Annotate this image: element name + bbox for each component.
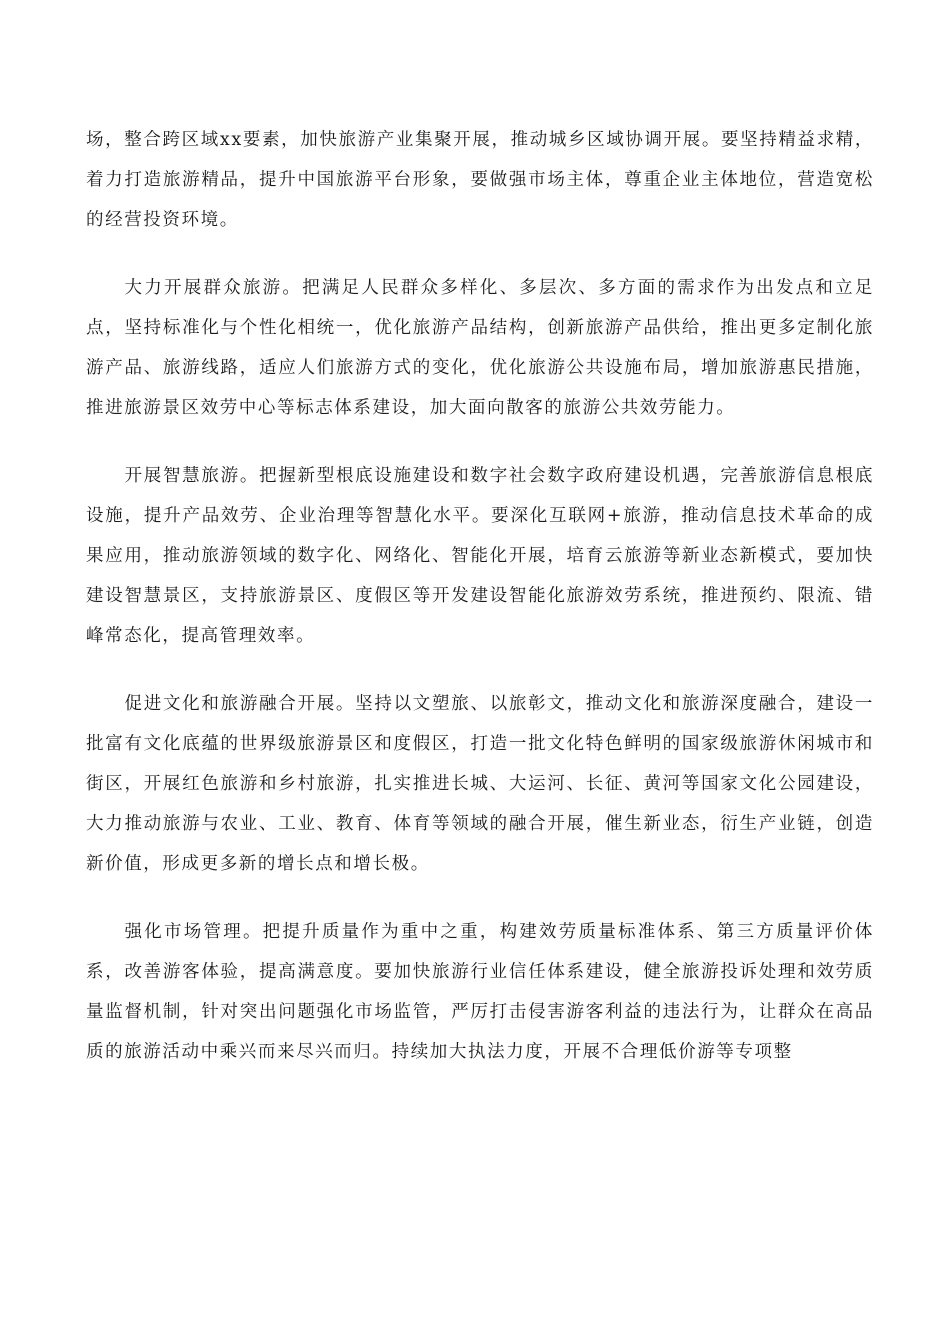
paragraph-market-management: 强化市场管理。把提升质量作为重中之重，构建效劳质量标准体系、第三方质量评价体系，改善游客体验，提高满意度。要加快旅游行业信任体系建设，健全旅游投诉处理和效劳质量监督机制，针对突出问题强化市场监管，严厉打击侵害游客利益的违法行为，让群众在高品质的旅游活动中乘兴而来尽兴而归。持续加大执法力度，开展不合理低价游等专项整 <box>86 922 874 1062</box>
paragraph-mass-tourism: 大力开展群众旅游。把满足人民群众多样化、多层次、多方面的需求作为出发点和立足点，坚持标准化与个性化相统一，优化旅游产品结构，创新旅游产品供给，推出更多定制化旅游产品、旅游线路，适应人们旅游方式的变化，优化旅游公共设施布局，增加旅游惠民措施，推进旅游景区效劳中心等标志体系建设，加大面向散客的旅游公共效劳能力。 <box>86 278 874 418</box>
paragraph-continuation: 场，整合跨区域xx要素，加快旅游产业集聚开展，推动城乡区域协调开展。要坚持精益求精，着力打造旅游精品，提升中国旅游平台形象，要做强市场主体，尊重企业主体地位，营造宽松的经营投资环境。 <box>86 130 874 230</box>
paragraph-smart-tourism: 开展智慧旅游。把握新型根底设施建设和数字社会数字政府建设机遇，完善旅游信息根底设施，提升产品效劳、企业治理等智慧化水平。要深化互联网+旅游，推动信息技术革命的成果应用，推动旅游领域的数字化、网络化、智能化开展，培育云旅游等新业态新模式，要加快建设智慧景区，支持旅游景区、度假区等开发建设智能化旅游效劳系统，推进预约、限流、错峰常态化，提高管理效率。 <box>86 466 874 646</box>
document-body <box>86 120 874 1072</box>
paragraph-culture-tourism-integration: 促进文化和旅游融合开展。坚持以文塑旅、以旅彰文，推动文化和旅游深度融合，建设一批富有文化底蕴的世界级旅游景区和度假区，打造一批文化特色鲜明的国家级旅游休闲城市和街区，开展红色旅游和乡村旅游，扎实推进长城、大运河、长征、黄河等国家文化公园建设，大力推动旅游与农业、工业、教育、体育等领域的融合开展，催生新业态，衍生产业链，创造新价值，形成更多新的增长点和增长极。 <box>86 694 874 874</box>
